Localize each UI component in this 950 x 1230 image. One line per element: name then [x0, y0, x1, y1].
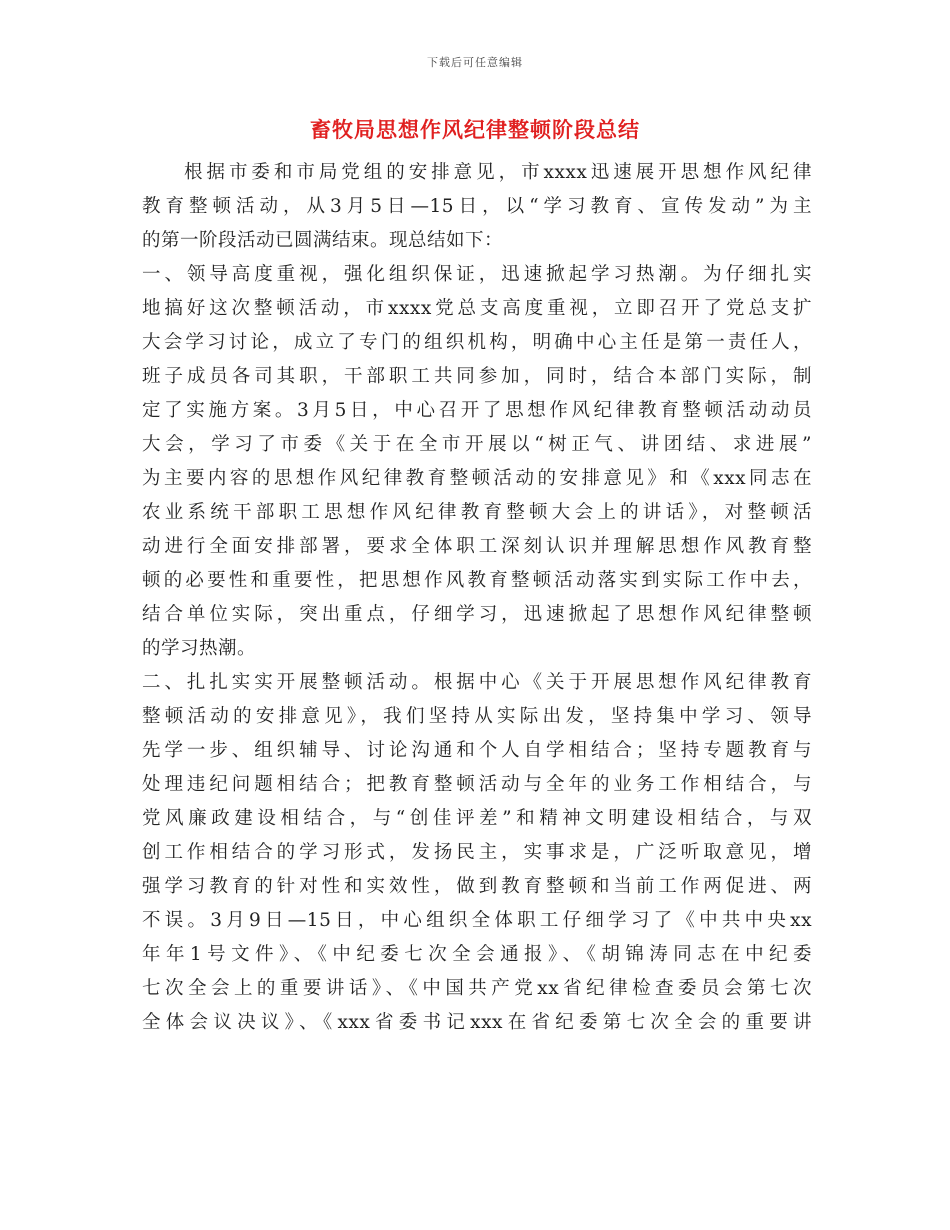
- body-line: 的第一阶段活动已圆满结束。现总结如下：: [142, 230, 504, 251]
- body-line: 教育整顿活动，从3月5日—15日，以“学习教育、宣传发动”为主: [142, 196, 812, 217]
- body-line: 处理违纪问题相结合；把教育整顿活动与全年的业务工作相结合，与: [142, 774, 812, 795]
- body-line: 年年1号文件》、《中纪委七次全会通报》、《胡锦涛同志在中纪委: [142, 944, 812, 965]
- body-line: 先学一步、组织辅导、讨论沟通和个人自学相结合；坚持专题教育与: [142, 740, 812, 761]
- body-line: 整顿活动的安排意见》，我们坚持从实际出发，坚持集中学习、领导: [142, 706, 812, 727]
- body-line: 班子成员各司其职，干部职工共同参加，同时，结合本部门实际，制: [142, 366, 812, 387]
- body-line: 创工作相结合的学习形式，发扬民主，实事求是，广泛听取意见，增: [142, 842, 812, 863]
- body-line: 大会学习讨论，成立了专门的组织机构，明确中心主任是第一责任人，: [142, 332, 812, 353]
- body-line: 强学习教育的针对性和实效性，做到教育整顿和当前工作两促进、两: [142, 876, 812, 897]
- body-line: 顿的必要性和重要性，把思想作风教育整顿活动落实到实际工作中去，: [142, 570, 812, 591]
- body-line: 党风廉政建设相结合，与“创佳评差”和精神文明建设相结合，与双: [142, 808, 812, 829]
- body-line: 大会，学习了市委《关于在全市开展以“树正气、讲团结、求进展”: [142, 434, 812, 455]
- body-line: 全体会议决议》、《xxx省委书记xxx在省纪委第七次全会的重要讲: [142, 1012, 812, 1033]
- body-line: 的学习热潮。: [142, 638, 257, 659]
- body-line: 结合单位实际，突出重点，仔细学习，迅速掀起了思想作风纪律整顿: [142, 604, 812, 625]
- body-line: 动进行全面安排部署，要求全体职工深刻认识并理解思想作风教育整: [142, 536, 812, 557]
- body-line: 为主要内容的思想作风纪律教育整顿活动的安排意见》和《xxx同志在: [142, 468, 812, 489]
- body-line: 地搞好这次整顿活动，市xxxx党总支高度重视，立即召开了党总支扩: [142, 298, 812, 319]
- body-line: 二、扎扎实实开展整顿活动。根据中心《关于开展思想作风纪律教育: [142, 672, 812, 693]
- document-body: [142, 156, 812, 1040]
- body-line: 不误。3月9日—15日，中心组织全体职工仔细学习了《中共中央xx: [142, 910, 812, 931]
- body-line: 根据市委和市局党组的安排意见，市xxxx迅速展开思想作风纪律: [184, 162, 812, 183]
- document-title: 畜牧局思想作风纪律整顿阶段总结: [310, 117, 640, 142]
- body-line: 七次全会上的重要讲话》、《中国共产党xx省纪律检查委员会第七次: [142, 978, 812, 999]
- body-line: 一、领导高度重视，强化组织保证，迅速掀起学习热潮。为仔细扎实: [142, 264, 812, 285]
- body-line: 农业系统干部职工思想作风纪律教育整顿大会上的讲话》，对整顿活: [142, 502, 812, 523]
- body-line: 定了实施方案。3月5日，中心召开了思想作风纪律教育整顿活动动员: [142, 400, 812, 421]
- header-note: 下载后可任意编辑: [427, 56, 523, 69]
